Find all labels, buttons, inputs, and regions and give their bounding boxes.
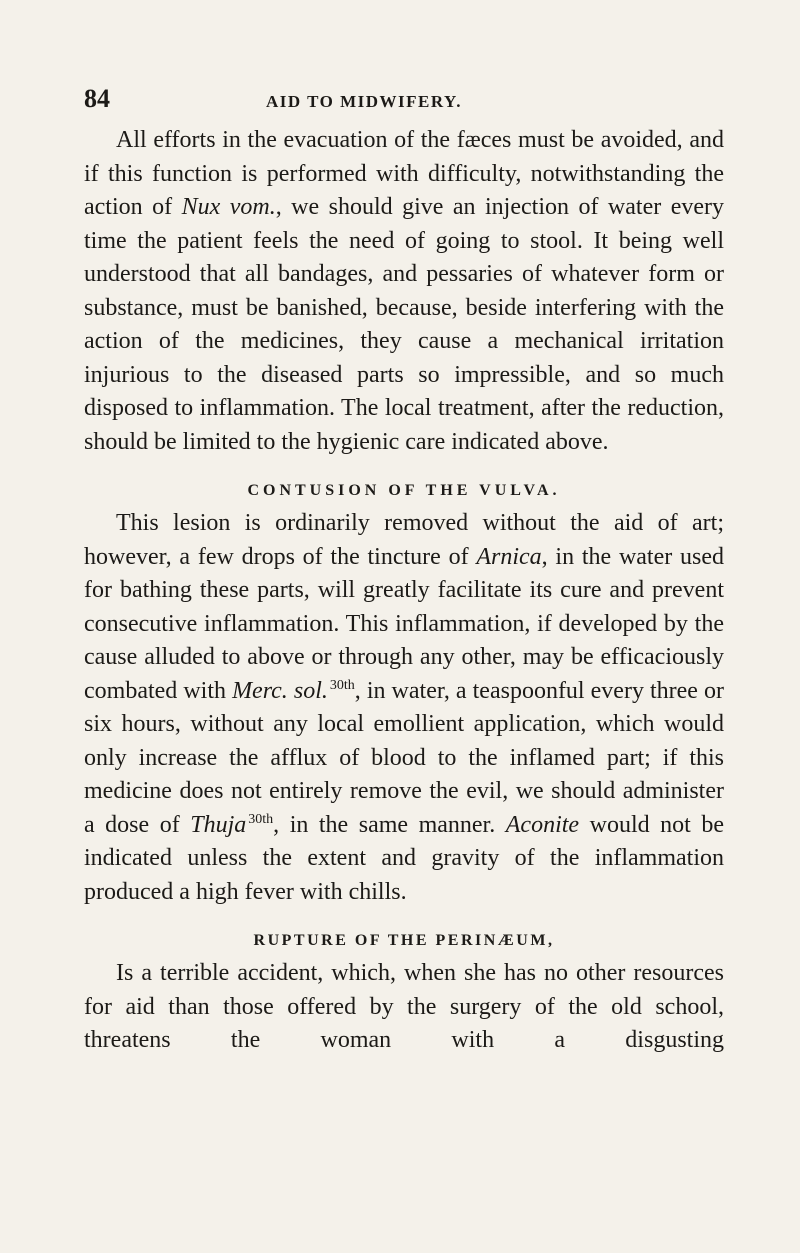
- paragraph-rupture: [84, 957, 724, 1058]
- running-head: AID TO MIDWIFERY.: [265, 92, 463, 111]
- text-run: , in water, a teaspoonful every three or six hours, without any local emollient application, which would only increase the afflux of blood to the inflamed part; if this medicine does not entirely remove the evil, we should administer a dose of: [84, 677, 724, 838]
- remedy-name: Thuja: [190, 811, 247, 838]
- paragraph-nux-vomica: [84, 124, 724, 459]
- remedy-name: Arnica: [476, 543, 542, 570]
- remedy-name: Merc. sol.: [232, 677, 328, 704]
- text-run: , in the same manner.: [273, 811, 506, 838]
- potency-superscript: 30th: [329, 677, 355, 693]
- page-number: 84: [84, 84, 110, 113]
- text-run: would not be indicated unless the extent and gravity of the inflammation produced a high fever with chills.: [84, 811, 724, 905]
- body-text: [84, 124, 724, 1058]
- text-run: Is a terrible accident, which, when she has no other resources for aid than those offered by the surgery of the old school, threatens the woman with a disgusting: [84, 960, 724, 1053]
- potency-superscript: 30th: [248, 811, 274, 827]
- paragraph-contusion: [84, 507, 724, 909]
- text-run: This lesion is ordinarily removed without the aid of art; however, a few drops of the tincture of: [84, 510, 724, 570]
- text-run: , we should give an injection of water every time the patient feels the need of going to stool. It being well understood that all bandages, and pessaries of whatever form or substance, must be banished, because, beside interfering with the action of the medicines, they cause a mechanical irritation injurious to the diseased parts so impressible, and so much disposed to inflammation. The local treatment, after the reduction, should be limited to the hygienic care indicated above.: [84, 194, 724, 455]
- remedy-name: Nux vom.: [181, 194, 276, 220]
- text-run: All efforts in the evacuation of the fæces must be avoided, and if this function is performed with difficulty, notwithstanding the action of: [84, 127, 724, 220]
- section-heading-rupture: RUPTURE OF THE PERINÆUM,: [253, 932, 555, 949]
- page-header: [84, 84, 724, 114]
- remedy-name: Aconite: [505, 811, 580, 838]
- text-run: , in the water used for bathing these parts, will greatly facilitate its cure and prevent consecutive inflammation. This inflammation, if developed by the cause alluded to above or through any other, may be efficaciously combated with: [84, 543, 725, 704]
- section-heading-contusion: CONTUSION OF THE VULVA.: [247, 482, 561, 499]
